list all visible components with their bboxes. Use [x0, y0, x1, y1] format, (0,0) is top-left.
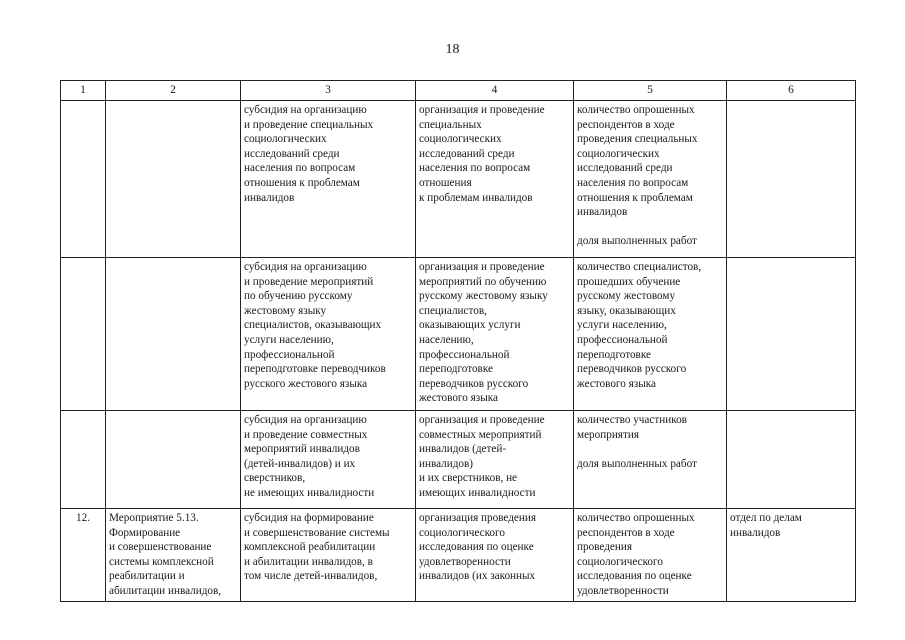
cell-activity: организация и проведение специальных социологических исследований среди населения по вопросам отношения к проблемам инвалидов [416, 101, 574, 258]
cell-indicator: количество опрошенных респондентов в ходе проведения специальных социологических исследований среди населения по вопросам отношения к проблемам инвалидов доля выполненных работ [574, 101, 727, 258]
cell-measure [106, 101, 241, 258]
cell-number [61, 101, 106, 258]
cell-subsidy: субсидия на организацию и проведение совместных мероприятий инвалидов (детей-инвалидов) и их сверстников, не имеющих инвалидности [241, 411, 416, 509]
table-row [61, 509, 856, 602]
column-header-1: 1 [61, 81, 106, 101]
column-header-5: 5 [574, 81, 727, 101]
cell-subsidy: субсидия на организацию и проведение специальных социологических исследований среди населения по вопросам отношения к проблемам инвалидов [241, 101, 416, 258]
column-header-4: 4 [416, 81, 574, 101]
cell-responsible: отдел по делам инвалидов [727, 509, 856, 602]
column-header-2: 2 [106, 81, 241, 101]
table-row [61, 101, 856, 258]
cell-responsible [727, 411, 856, 509]
column-header-6: 6 [727, 81, 856, 101]
table-row [61, 411, 856, 509]
cell-number [61, 258, 106, 411]
cell-measure: Мероприятие 5.13. Формирование и совершенствование системы комплексной реабилитации и абилитации инвалидов, [106, 509, 241, 602]
cell-number [61, 411, 106, 509]
cell-number: 12. [61, 509, 106, 602]
cell-activity: организация проведения социологического исследования по оценке удовлетворенности инвалидов (их законных [416, 509, 574, 602]
header-row [61, 81, 856, 101]
cell-responsible [727, 101, 856, 258]
cell-activity: организация и проведение совместных мероприятий инвалидов (детей- инвалидов) и их сверстников, не имеющих инвалидности [416, 411, 574, 509]
page-number: 18 [445, 42, 460, 57]
measures-table [60, 80, 856, 602]
table-row [61, 258, 856, 411]
column-header-3: 3 [241, 81, 416, 101]
cell-measure [106, 411, 241, 509]
cell-measure [106, 258, 241, 411]
cell-indicator: количество опрошенных респондентов в ходе проведения социологического исследования по оценке удовлетворенности [574, 509, 727, 602]
cell-subsidy: субсидия на организацию и проведение мероприятий по обучению русскому жестовому языку специалистов, оказывающих услуги населению, профессиональной переподготовке переводчиков русского жестового языка [241, 258, 416, 411]
cell-indicator: количество участников мероприятия доля выполненных работ [574, 411, 727, 509]
cell-indicator: количество специалистов, прошедших обучение русскому жестовому языку, оказывающих услуги населению, профессиональной переподготовке переводчиков русского жестового языка [574, 258, 727, 411]
cell-subsidy: субсидия на формирование и совершенствование системы комплексной реабилитации и абилитации инвалидов, в том числе детей-инвалидов, [241, 509, 416, 602]
cell-responsible [727, 258, 856, 411]
cell-activity: организация и проведение мероприятий по обучению русскому жестовому языку специалистов, оказывающих услуги населению, профессиональной переподготовке переводчиков русского жестового языка [416, 258, 574, 411]
